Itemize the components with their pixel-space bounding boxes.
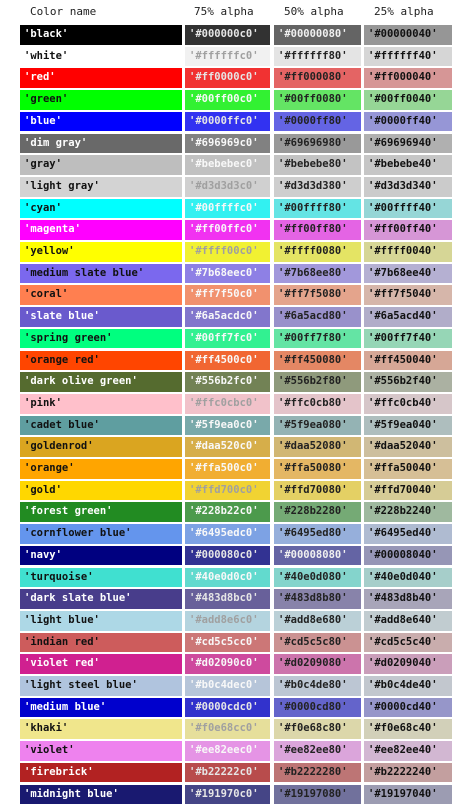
table-row	[0, 545, 474, 567]
alpha-25-cell: '#483d8b40'	[364, 589, 452, 609]
color-name-cell: 'spring green'	[20, 329, 182, 349]
alpha-25-cell: '#ee82ee40'	[364, 741, 452, 761]
alpha-75-cell: '#ff0000c0'	[185, 68, 270, 88]
alpha-75-cell: '#00ff7fc0'	[185, 329, 270, 349]
color-name-cell: 'magenta'	[20, 220, 182, 240]
alpha-25-cell: '#228b2240'	[364, 502, 452, 522]
table-row	[0, 458, 474, 480]
table-row	[0, 501, 474, 523]
alpha-50-cell: '#cd5c5c80'	[274, 633, 361, 653]
alpha-75-cell: '#6495edc0'	[185, 524, 270, 544]
color-name-cell: 'dim gray'	[20, 134, 182, 154]
alpha-25-cell: '#daa52040'	[364, 437, 452, 457]
color-name-cell: 'indian red'	[20, 633, 182, 653]
table-row	[0, 241, 474, 263]
table-row	[0, 46, 474, 68]
color-name-cell: 'slate blue'	[20, 307, 182, 327]
color-name-cell: 'light gray'	[20, 177, 182, 197]
alpha-75-cell: '#000000c0'	[185, 25, 270, 45]
color-name-cell: 'orange red'	[20, 351, 182, 371]
alpha-75-cell: '#b0c4dec0'	[185, 676, 270, 696]
alpha-75-cell: '#ffc0cbc0'	[185, 394, 270, 414]
alpha-75-cell: '#0000ffc0'	[185, 112, 270, 132]
table-row	[0, 67, 474, 89]
table-row	[0, 350, 474, 372]
header-50-alpha: 50% alpha	[284, 5, 344, 18]
alpha-75-cell: '#5f9ea0c0'	[185, 416, 270, 436]
alpha-50-cell: '#ffffff80'	[274, 47, 361, 67]
alpha-25-cell: '#cd5c5c40'	[364, 633, 452, 653]
table-row	[0, 306, 474, 328]
alpha-50-cell: '#ff7f5080'	[274, 285, 361, 305]
color-name-cell: 'medium blue'	[20, 698, 182, 718]
color-name-cell: 'medium slate blue'	[20, 264, 182, 284]
alpha-25-cell: '#ffffff40'	[364, 47, 452, 67]
alpha-50-cell: '#ff000080'	[274, 68, 361, 88]
table-row	[0, 567, 474, 589]
alpha-50-cell: '#19197080'	[274, 785, 361, 805]
alpha-50-cell: '#ffa50080'	[274, 459, 361, 479]
alpha-50-cell: '#ffc0cb80'	[274, 394, 361, 414]
alpha-75-cell: '#ffffffc0'	[185, 47, 270, 67]
alpha-50-cell: '#0000cd80'	[274, 698, 361, 718]
alpha-75-cell: '#add8e6c0'	[185, 611, 270, 631]
color-name-cell: 'light steel blue'	[20, 676, 182, 696]
table-row	[0, 263, 474, 285]
alpha-50-cell: '#add8e680'	[274, 611, 361, 631]
header-color-name: Color name	[30, 5, 97, 18]
table-row	[0, 198, 474, 220]
alpha-75-cell: '#000080c0'	[185, 546, 270, 566]
alpha-25-cell: '#ffa50040'	[364, 459, 452, 479]
table-row	[0, 740, 474, 762]
alpha-75-cell: '#ff7f50c0'	[185, 285, 270, 305]
table-row	[0, 480, 474, 502]
alpha-50-cell: '#556b2f80'	[274, 372, 361, 392]
color-name-cell: 'black'	[20, 25, 182, 45]
alpha-75-cell: '#daa520c0'	[185, 437, 270, 457]
alpha-25-cell: '#b2222240'	[364, 763, 452, 783]
header-25-alpha: 25% alpha	[374, 5, 434, 18]
table-row	[0, 436, 474, 458]
alpha-75-cell: '#00ffffc0'	[185, 199, 270, 219]
alpha-25-cell: '#f0e68c40'	[364, 719, 452, 739]
color-name-cell: 'khaki'	[20, 719, 182, 739]
alpha-50-cell: '#d3d3d380'	[274, 177, 361, 197]
alpha-75-cell: '#191970c0'	[185, 785, 270, 805]
alpha-50-cell: '#f0e68c80'	[274, 719, 361, 739]
table-row	[0, 24, 474, 46]
table-row	[0, 154, 474, 176]
alpha-75-cell: '#40e0d0c0'	[185, 568, 270, 588]
color-name-cell: 'coral'	[20, 285, 182, 305]
alpha-25-cell: '#5f9ea040'	[364, 416, 452, 436]
table-row	[0, 523, 474, 545]
table-row	[0, 653, 474, 675]
color-name-cell: 'violet red'	[20, 654, 182, 674]
alpha-75-cell: '#f0e68cc0'	[185, 719, 270, 739]
color-name-cell: 'goldenrod'	[20, 437, 182, 457]
alpha-50-cell: '#b0c4de80'	[274, 676, 361, 696]
table-row	[0, 784, 474, 806]
alpha-50-cell: '#6495ed80'	[274, 524, 361, 544]
alpha-50-cell: '#00ffff80'	[274, 199, 361, 219]
table-row	[0, 610, 474, 632]
alpha-50-cell: '#00ff0080'	[274, 90, 361, 110]
alpha-75-cell: '#556b2fc0'	[185, 372, 270, 392]
alpha-25-cell: '#00ffff40'	[364, 199, 452, 219]
color-name-cell: 'dark slate blue'	[20, 589, 182, 609]
color-name-cell: 'navy'	[20, 546, 182, 566]
color-name-cell: 'cyan'	[20, 199, 182, 219]
alpha-50-cell: '#00008080'	[274, 546, 361, 566]
alpha-25-cell: '#00ff7f40'	[364, 329, 452, 349]
alpha-50-cell: '#40e0d080'	[274, 568, 361, 588]
alpha-75-cell: '#483d8bc0'	[185, 589, 270, 609]
color-name-cell: 'light blue'	[20, 611, 182, 631]
alpha-75-cell: '#0000cdc0'	[185, 698, 270, 718]
alpha-25-cell: '#7b68ee40'	[364, 264, 452, 284]
alpha-50-cell: '#d0209080'	[274, 654, 361, 674]
alpha-25-cell: '#d3d3d340'	[364, 177, 452, 197]
alpha-75-cell: '#ee82eec0'	[185, 741, 270, 761]
alpha-25-cell: '#0000cd40'	[364, 698, 452, 718]
alpha-25-cell: '#00000040'	[364, 25, 452, 45]
alpha-50-cell: '#0000ff80'	[274, 112, 361, 132]
color-name-cell: 'firebrick'	[20, 763, 182, 783]
alpha-25-cell: '#556b2f40'	[364, 372, 452, 392]
table-row	[0, 219, 474, 241]
alpha-50-cell: '#00ff7f80'	[274, 329, 361, 349]
color-name-cell: 'violet'	[20, 741, 182, 761]
alpha-50-cell: '#ee82ee80'	[274, 741, 361, 761]
table-row	[0, 89, 474, 111]
alpha-75-cell: '#d02090c0'	[185, 654, 270, 674]
alpha-25-cell: '#0000ff40'	[364, 112, 452, 132]
alpha-75-cell: '#6a5acdc0'	[185, 307, 270, 327]
alpha-75-cell: '#228b22c0'	[185, 502, 270, 522]
color-name-cell: 'blue'	[20, 112, 182, 132]
alpha-25-cell: '#bebebe40'	[364, 155, 452, 175]
alpha-75-cell: '#ffa500c0'	[185, 459, 270, 479]
color-name-cell: 'forest green'	[20, 502, 182, 522]
alpha-50-cell: '#5f9ea080'	[274, 416, 361, 436]
alpha-25-cell: '#ffff0040'	[364, 242, 452, 262]
alpha-75-cell: '#bebebec0'	[185, 155, 270, 175]
alpha-25-cell: '#ff000040'	[364, 68, 452, 88]
alpha-50-cell: '#bebebe80'	[274, 155, 361, 175]
alpha-50-cell: '#ff450080'	[274, 351, 361, 371]
color-name-cell: 'yellow'	[20, 242, 182, 262]
alpha-25-cell: '#ff450040'	[364, 351, 452, 371]
alpha-50-cell: '#483d8b80'	[274, 589, 361, 609]
alpha-75-cell: '#b22222c0'	[185, 763, 270, 783]
alpha-25-cell: '#add8e640'	[364, 611, 452, 631]
table-row	[0, 328, 474, 350]
table-row	[0, 393, 474, 415]
alpha-50-cell: '#b2222280'	[274, 763, 361, 783]
color-name-cell: 'green'	[20, 90, 182, 110]
alpha-75-cell: '#d3d3d3c0'	[185, 177, 270, 197]
alpha-25-cell: '#d0209040'	[364, 654, 452, 674]
color-name-cell: 'cadet blue'	[20, 416, 182, 436]
table-row	[0, 588, 474, 610]
alpha-25-cell: '#b0c4de40'	[364, 676, 452, 696]
color-name-cell: 'dark olive green'	[20, 372, 182, 392]
color-name-cell: 'red'	[20, 68, 182, 88]
color-name-cell: 'orange'	[20, 459, 182, 479]
alpha-25-cell: '#ffd70040'	[364, 481, 452, 501]
alpha-25-cell: '#00ff0040'	[364, 90, 452, 110]
alpha-75-cell: '#ff00ffc0'	[185, 220, 270, 240]
table-row	[0, 371, 474, 393]
alpha-75-cell: '#00ff00c0'	[185, 90, 270, 110]
alpha-50-cell: '#ffff0080'	[274, 242, 361, 262]
alpha-50-cell: '#7b68ee80'	[274, 264, 361, 284]
table-row	[0, 697, 474, 719]
alpha-50-cell: '#00000080'	[274, 25, 361, 45]
alpha-75-cell: '#7b68eec0'	[185, 264, 270, 284]
color-name-cell: 'gray'	[20, 155, 182, 175]
table-row	[0, 111, 474, 133]
color-name-cell: 'white'	[20, 47, 182, 67]
color-name-cell: 'gold'	[20, 481, 182, 501]
alpha-75-cell: '#ffff00c0'	[185, 242, 270, 262]
alpha-50-cell: '#228b2280'	[274, 502, 361, 522]
table-row	[0, 133, 474, 155]
alpha-25-cell: '#69696940'	[364, 134, 452, 154]
table-row	[0, 415, 474, 437]
alpha-50-cell: '#ff00ff80'	[274, 220, 361, 240]
alpha-50-cell: '#ffd70080'	[274, 481, 361, 501]
alpha-25-cell: '#6a5acd40'	[364, 307, 452, 327]
table-row	[0, 632, 474, 654]
color-name-cell: 'midnight blue'	[20, 785, 182, 805]
alpha-25-cell: '#40e0d040'	[364, 568, 452, 588]
alpha-75-cell: '#ffd700c0'	[185, 481, 270, 501]
alpha-75-cell: '#cd5c5cc0'	[185, 633, 270, 653]
color-name-cell: 'turquoise'	[20, 568, 182, 588]
alpha-50-cell: '#6a5acd80'	[274, 307, 361, 327]
alpha-75-cell: '#696969c0'	[185, 134, 270, 154]
alpha-50-cell: '#69696980'	[274, 134, 361, 154]
color-name-cell: 'cornflower blue'	[20, 524, 182, 544]
alpha-25-cell: '#ff7f5040'	[364, 285, 452, 305]
alpha-75-cell: '#ff4500c0'	[185, 351, 270, 371]
table-row	[0, 675, 474, 697]
table-row	[0, 284, 474, 306]
alpha-50-cell: '#daa52080'	[274, 437, 361, 457]
alpha-25-cell: '#6495ed40'	[364, 524, 452, 544]
table-row	[0, 762, 474, 784]
color-name-cell: 'pink'	[20, 394, 182, 414]
alpha-25-cell: '#ff00ff40'	[364, 220, 452, 240]
header-75-alpha: 75% alpha	[194, 5, 254, 18]
alpha-25-cell: '#00008040'	[364, 546, 452, 566]
table-row	[0, 176, 474, 198]
alpha-25-cell: '#19197040'	[364, 785, 452, 805]
table-row	[0, 718, 474, 740]
alpha-25-cell: '#ffc0cb40'	[364, 394, 452, 414]
